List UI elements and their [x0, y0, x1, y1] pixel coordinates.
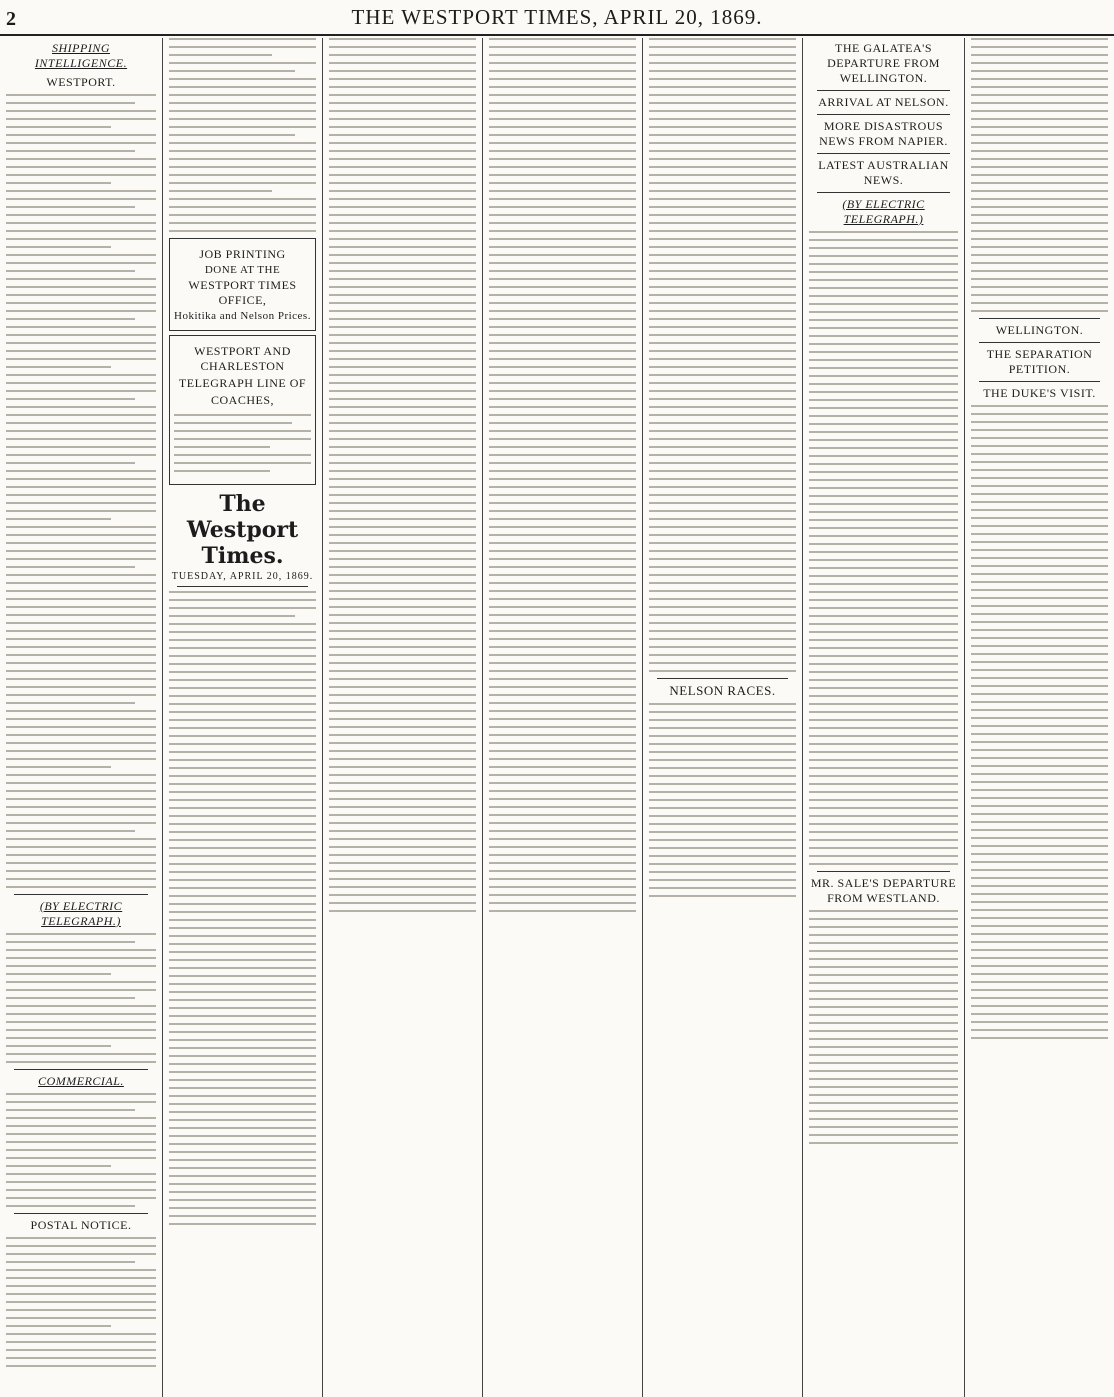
issue-date: TUESDAY, APRIL 20, 1869.	[171, 571, 314, 582]
heading-separation-petition: THE SEPARATION PETITION.	[986, 347, 1093, 376]
column-7	[965, 38, 1114, 1397]
advert-heading: JOB PRINTING	[199, 247, 286, 261]
heading-telegraph: (BY ELECTRIC TELEGRAPH.)	[39, 899, 123, 928]
newspaper-title: The Westport Times.	[186, 491, 299, 569]
text-block	[971, 405, 1108, 1039]
advert-heading: TELEGRAPH LINE OF	[178, 376, 307, 390]
text-block	[971, 38, 1108, 312]
column-3	[323, 38, 483, 1397]
coach-advert	[169, 335, 316, 485]
column-6	[803, 38, 965, 1397]
heading-nelson-races: NELSON RACES.	[669, 683, 776, 698]
masthead: THE WESTPORT TIMES, APRIL 20, 1869.	[351, 5, 763, 29]
columns	[0, 38, 1114, 1397]
text-block	[489, 38, 636, 912]
page-number: 2	[6, 8, 16, 30]
advert-text: Hokitika and Nelson Prices.	[174, 310, 311, 322]
advert-text: WESTPORT TIMES OFFICE,	[188, 278, 297, 307]
heading-sale-departure: MR. SALE'S DEPARTURE FROM WESTLAND.	[810, 876, 957, 905]
heading-postal: POSTAL NOTICE.	[30, 1218, 132, 1232]
text-block	[6, 933, 156, 1063]
text-block	[6, 1093, 156, 1207]
heading-galatea: THE GALATEA'S DEPARTURE FROM WELLINGTON.	[827, 41, 940, 85]
text-block	[6, 1237, 156, 1367]
column-1	[0, 38, 163, 1397]
text-block	[649, 38, 796, 672]
heading-dukes-visit: THE DUKE'S VISIT.	[983, 386, 1096, 400]
advert-heading: COACHES,	[210, 393, 274, 407]
advert-text: DONE AT THE	[204, 264, 281, 276]
heading-arrival-nelson: ARRIVAL AT NELSON.	[818, 95, 949, 109]
page-header	[0, 0, 1114, 36]
heading-westport: WESTPORT.	[46, 75, 116, 89]
text-block	[329, 38, 476, 912]
heading-shipping: SHIPPING INTELLIGENCE.	[34, 41, 128, 70]
heading-telegraph: (BY ELECTRIC TELEGRAPH.)	[842, 197, 925, 226]
editorial-text	[169, 591, 316, 1225]
job-printing-advert	[169, 238, 316, 331]
heading-australian-news: LATEST AUSTRALIAN NEWS.	[818, 158, 949, 187]
column-5	[643, 38, 803, 1397]
column-2	[163, 38, 323, 1397]
text-block	[649, 703, 796, 897]
text-block	[809, 910, 958, 1144]
advert-heading: WESTPORT AND CHARLESTON	[194, 344, 291, 373]
heading-wellington: WELLINGTON.	[995, 323, 1084, 337]
text-block	[169, 38, 316, 232]
text-block	[809, 231, 958, 865]
heading-commercial: COMMERCIAL.	[38, 1074, 124, 1088]
text-block	[6, 94, 156, 888]
heading-napier-news: MORE DISASTROUS NEWS FROM NAPIER.	[819, 119, 948, 148]
column-4	[483, 38, 643, 1397]
